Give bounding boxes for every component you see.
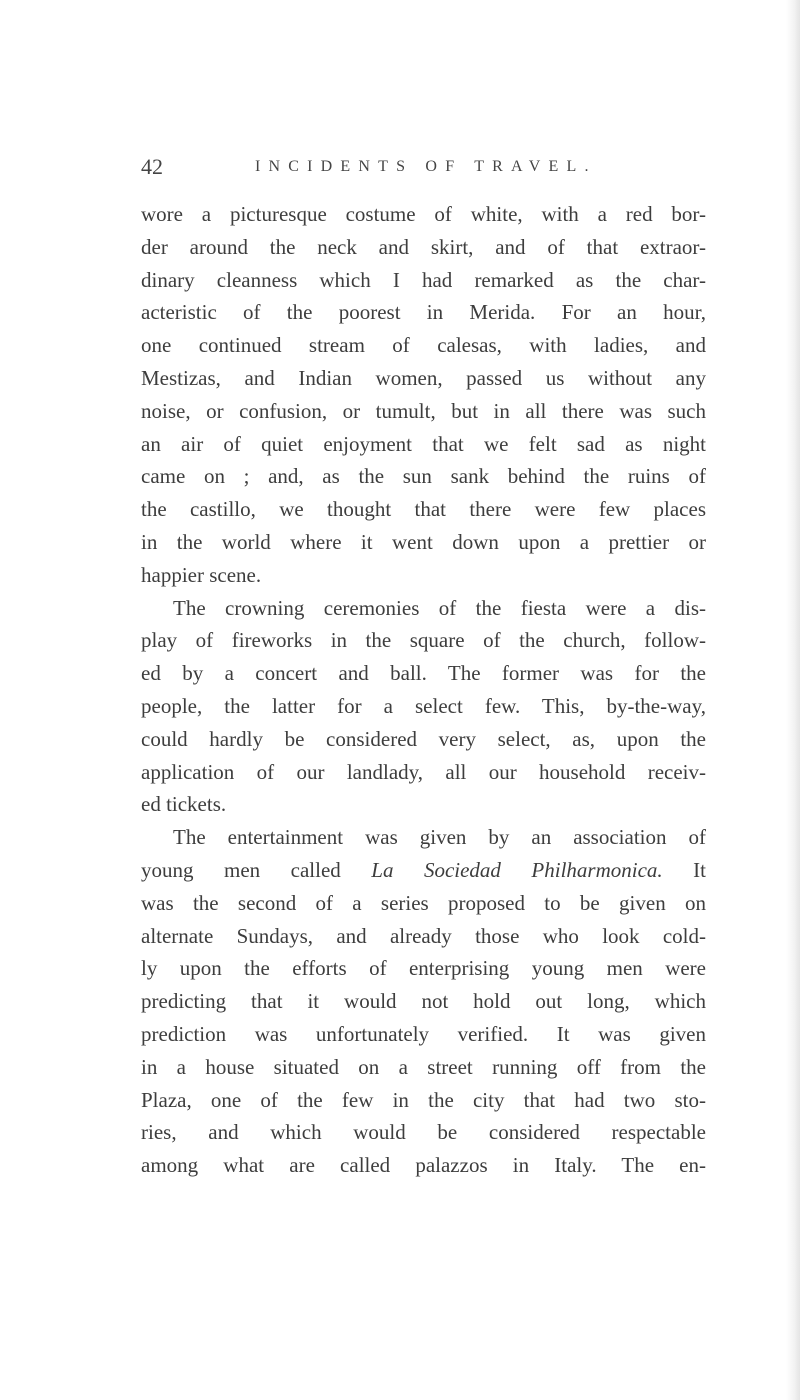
text-line: Mestizas, and Indian women, passed us without any bbox=[141, 365, 706, 390]
text-line: ries, and which would be considered respectable bbox=[141, 1120, 706, 1145]
text-line: Plaza, one of the few in the city that had two sto- bbox=[141, 1087, 706, 1112]
text-line: was the second of a series proposed to be given on bbox=[141, 890, 706, 915]
text-line: an air of quiet enjoyment that we felt sad as night bbox=[141, 431, 706, 456]
line-text-roman: young men called bbox=[141, 857, 372, 882]
society-name-italic: La Sociedad Philharmonica. bbox=[371, 857, 663, 882]
text-line: the castillo, we thought that there were few places bbox=[141, 497, 706, 522]
page-number: 42 bbox=[141, 154, 163, 179]
text-line: ly upon the efforts of enterprising young men were bbox=[141, 956, 706, 981]
paragraph-end-line: ed tickets. bbox=[141, 792, 227, 817]
text-line: wore a picturesque costume of white, with a red bor- bbox=[141, 202, 706, 226]
text-line: dinary cleanness which I had remarked as the char- bbox=[141, 267, 706, 292]
text-line: noise, or confusion, or tumult, but in all there was such bbox=[141, 398, 706, 423]
text-line: in the world where it went down upon a prettier or bbox=[141, 529, 706, 554]
paragraph-end-line: happier scene. bbox=[141, 562, 262, 587]
text-line: alternate Sundays, and already those who look cold- bbox=[141, 923, 706, 948]
body-text bbox=[141, 198, 706, 1182]
text-line: der around the neck and skirt, and of that extraor- bbox=[141, 234, 706, 259]
paragraph-start-line: The crowning ceremonies of the fiesta were a dis- bbox=[173, 595, 706, 620]
text-line: could hardly be considered very select, as, upon the bbox=[141, 726, 706, 751]
text-line: came on ; and, as the sun sank behind the ruins of bbox=[141, 464, 706, 489]
text-line: people, the latter for a select few. This, by-the-way, bbox=[141, 693, 706, 718]
text-line: application of our landlady, all our household receiv- bbox=[141, 759, 706, 784]
text-line: prediction was unfortunately verified. It was given bbox=[141, 1021, 706, 1046]
text-line: one continued stream of calesas, with ladies, and bbox=[141, 333, 706, 358]
text-line-with-italic bbox=[141, 854, 706, 887]
text-line: predicting that it would not hold out long, which bbox=[141, 989, 706, 1014]
text-line: among what are called palazzos in Italy. The en- bbox=[141, 1153, 706, 1178]
text-line: acteristic of the poorest in Merida. For an hour, bbox=[141, 300, 706, 325]
text-line: play of fireworks in the square of the church, follow- bbox=[141, 628, 706, 653]
line-text-roman-end: It bbox=[693, 857, 706, 882]
running-head: INCIDENTS OF TRAVEL. bbox=[255, 158, 597, 175]
text-line: ed by a concert and ball. The former was for the bbox=[141, 661, 706, 686]
page-header bbox=[141, 152, 701, 182]
paragraph-start-line: The entertainment was given by an association of bbox=[173, 825, 706, 850]
text-line: in a house situated on a street running off from the bbox=[141, 1054, 706, 1079]
page-edge-shadow bbox=[786, 0, 800, 1400]
